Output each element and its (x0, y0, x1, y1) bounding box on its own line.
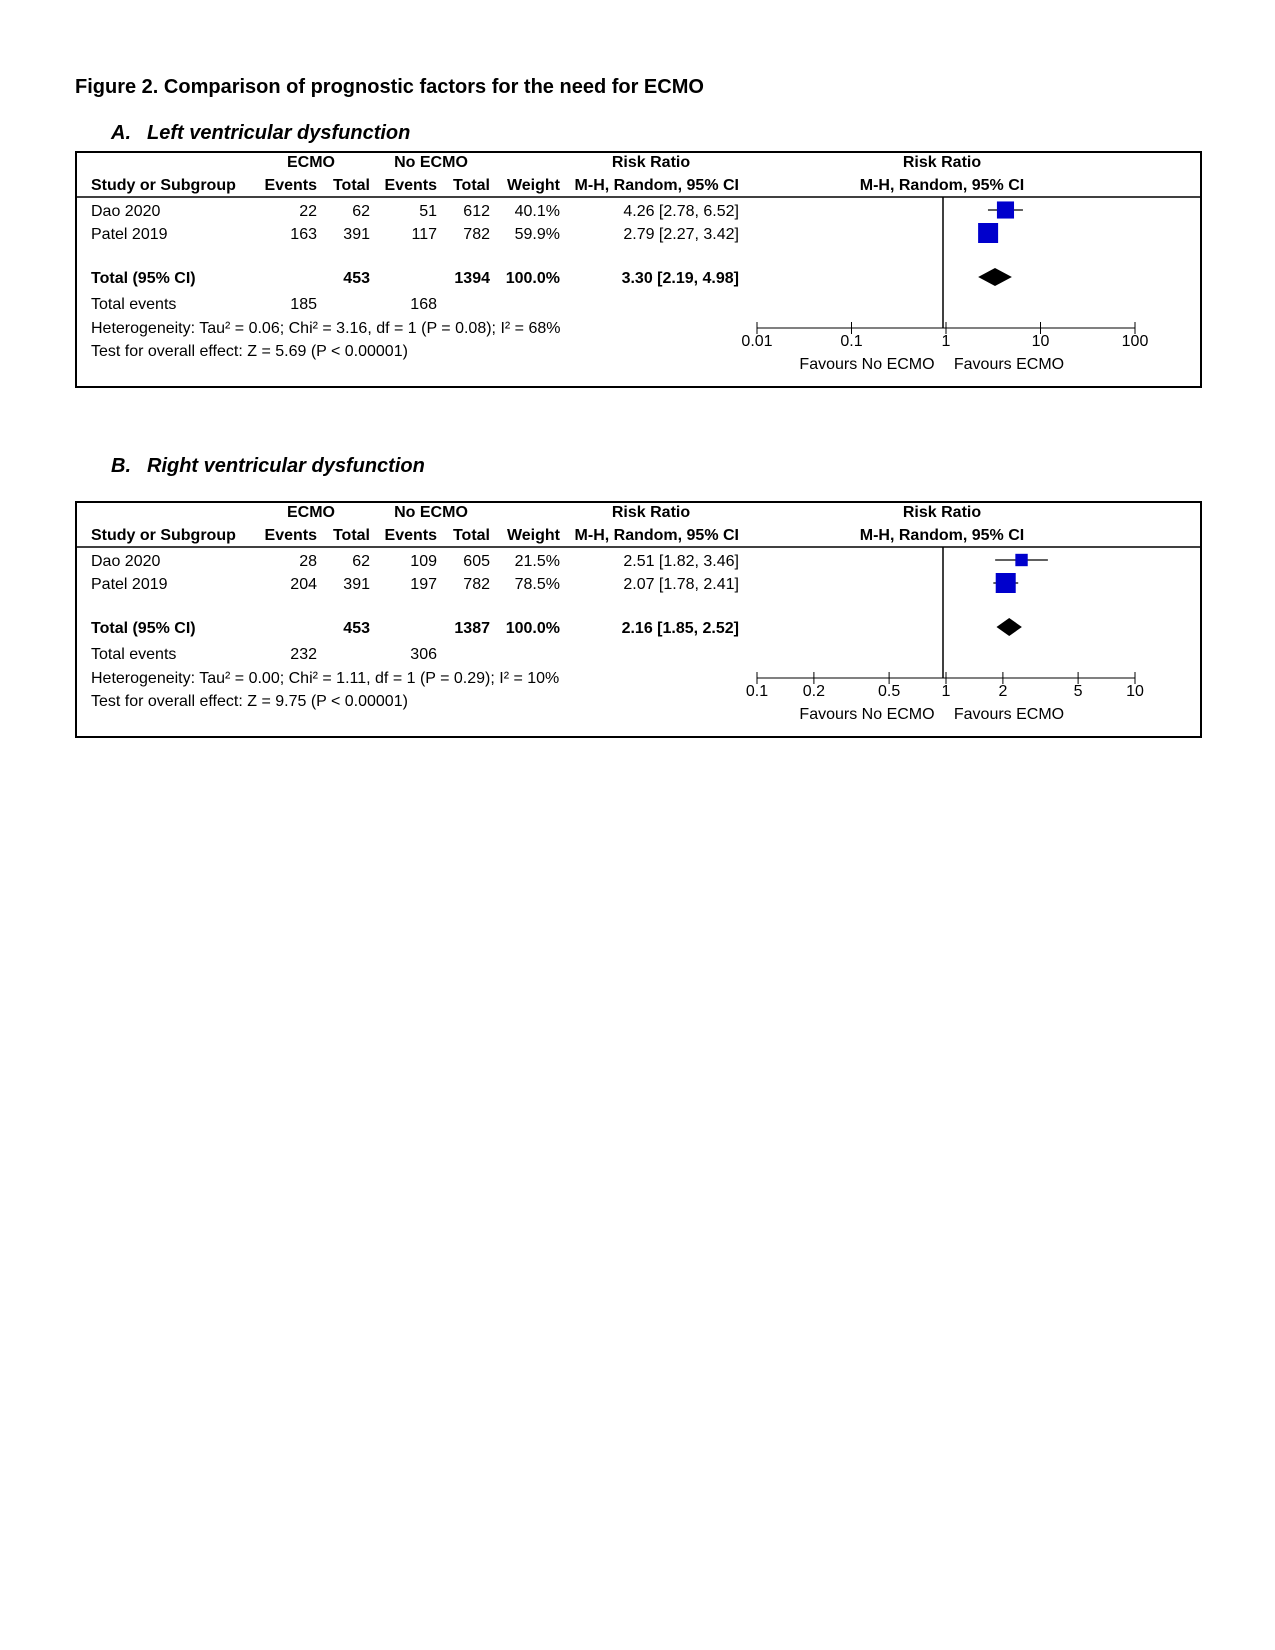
study-name: Patel 2019 (91, 226, 168, 243)
header-no-ecmo-group: No ECMO (394, 154, 468, 171)
panel-letter: B. (111, 455, 131, 477)
study-ecmo-events: 28 (299, 553, 317, 570)
total-label: Total (95% CI) (91, 270, 196, 287)
total-events-no-ecmo: 168 (410, 296, 437, 313)
total-ecmo-total: 453 (343, 270, 370, 287)
overall-effect-text: Test for overall effect: Z = 9.75 (P < 0.00001) (91, 693, 408, 710)
x-tick-label: 10 (1031, 333, 1050, 350)
favours-right-label: Favours ECMO (953, 706, 1065, 723)
total-ecmo-total: 453 (343, 620, 370, 637)
study-weight: 21.5% (514, 553, 560, 570)
header-study: Study or Subgroup (91, 177, 236, 194)
header-study: Study or Subgroup (91, 527, 236, 544)
study-no-ecmo-total: 612 (463, 203, 490, 220)
header-no-ecmo-total: Total (452, 177, 490, 194)
x-tick-label: 0.2 (802, 683, 826, 700)
study-ci: 2.51 [1.82, 3.46] (623, 553, 739, 570)
forest-plot-a (77, 153, 1200, 386)
study-ci: 2.07 [1.78, 2.41] (623, 576, 739, 593)
x-tick-label: 10 (1126, 683, 1144, 700)
panel-a-title (111, 122, 410, 145)
figure-title: Figure 2. Comparison of prognostic factors for the need for ECMO (75, 76, 704, 98)
total-ci: 2.16 [1.85, 2.52] (621, 620, 739, 637)
header-no-ecmo-group: No ECMO (394, 504, 468, 521)
header-rr-title: Risk Ratio (611, 504, 691, 521)
pooled-diamond (996, 618, 1021, 636)
study-ecmo-total: 62 (352, 203, 370, 220)
total-ci: 3.30 [2.19, 4.98] (621, 270, 739, 287)
study-weight: 59.9% (514, 226, 560, 243)
header-ecmo-group: ECMO (287, 154, 335, 171)
x-tick-label: 0.01 (741, 333, 773, 350)
total-events-no-ecmo: 306 (410, 646, 437, 663)
x-tick-label: 2 (998, 683, 1008, 700)
favours-right-label: Favours ECMO (953, 356, 1065, 373)
total-weight: 100.0% (505, 620, 560, 637)
panel-title-text: Right ventricular dysfunction (147, 455, 425, 477)
study-point-marker (1015, 554, 1027, 566)
x-tick-label: 1 (941, 333, 951, 350)
header-weight: Weight (506, 527, 560, 544)
total-no-ecmo-total: 1394 (454, 270, 490, 287)
header-ecmo-total: Total (332, 527, 370, 544)
header-rr-title: Risk Ratio (611, 154, 691, 171)
study-weight: 78.5% (514, 576, 560, 593)
header-rr-method: M-H, Random, 95% CI (574, 527, 739, 544)
total-events-label: Total events (91, 646, 177, 663)
forest-plot-panel-a (75, 151, 1202, 388)
study-no-ecmo-events: 197 (410, 576, 437, 593)
study-no-ecmo-events: 51 (419, 203, 437, 220)
study-no-ecmo-total: 605 (463, 553, 490, 570)
header-weight: Weight (506, 177, 560, 194)
study-ecmo-events: 163 (290, 226, 317, 243)
study-name: Dao 2020 (91, 203, 161, 220)
study-weight: 40.1% (514, 203, 560, 220)
study-point-marker (978, 223, 998, 243)
study-ecmo-total: 391 (343, 226, 370, 243)
study-no-ecmo-events: 109 (410, 553, 437, 570)
header-plot-method: M-H, Random, 95% CI (859, 177, 1025, 194)
header-ecmo-group: ECMO (287, 504, 335, 521)
panel-title-text: Left ventricular dysfunction (147, 122, 411, 144)
total-events-ecmo: 185 (290, 296, 317, 313)
study-ci: 4.26 [2.78, 6.52] (623, 203, 739, 220)
header-plot-title: Risk Ratio (902, 154, 982, 171)
heterogeneity-text: Heterogeneity: Tau² = 0.06; Chi² = 3.16, df = 1 (P = 0.08); I² = 68% (91, 320, 561, 337)
study-no-ecmo-events: 117 (411, 226, 437, 243)
x-tick-label: 0.1 (840, 333, 863, 350)
study-name: Dao 2020 (91, 553, 161, 570)
study-ci: 2.79 [2.27, 3.42] (623, 226, 739, 243)
study-name: Patel 2019 (91, 576, 168, 593)
study-ecmo-events: 22 (299, 203, 317, 220)
header-no-ecmo-total: Total (452, 527, 490, 544)
total-label: Total (95% CI) (91, 620, 196, 637)
study-no-ecmo-total: 782 (463, 226, 490, 243)
panel-b-title (111, 455, 425, 478)
total-events-ecmo: 232 (290, 646, 317, 663)
favours-left-label: Favours No ECMO (799, 356, 935, 373)
heterogeneity-text: Heterogeneity: Tau² = 0.00; Chi² = 1.11, df = 1 (P = 0.29); I² = 10% (91, 670, 560, 687)
header-no-ecmo-events: Events (384, 177, 437, 194)
forest-plot-panel-b (75, 501, 1202, 738)
study-point-marker (997, 201, 1014, 218)
forest-plot-b (77, 503, 1200, 736)
total-events-label: Total events (91, 296, 177, 313)
header-no-ecmo-events: Events (384, 527, 437, 544)
total-weight: 100.0% (505, 270, 560, 287)
header-plot-method: M-H, Random, 95% CI (859, 527, 1025, 544)
study-point-marker (996, 573, 1016, 593)
study-ecmo-events: 204 (290, 576, 317, 593)
pooled-diamond (978, 268, 1012, 286)
header-plot-title: Risk Ratio (902, 504, 982, 521)
study-ecmo-total: 391 (343, 576, 370, 593)
overall-effect-text: Test for overall effect: Z = 5.69 (P < 0.00001) (91, 343, 408, 360)
x-tick-label: 1 (941, 683, 951, 700)
study-no-ecmo-total: 782 (463, 576, 490, 593)
favours-left-label: Favours No ECMO (799, 706, 935, 723)
panel-letter: A. (111, 122, 131, 144)
header-ecmo-events: Events (264, 527, 317, 544)
x-tick-label: 5 (1073, 683, 1083, 700)
x-tick-label: 0.1 (745, 683, 769, 700)
header-rr-method: M-H, Random, 95% CI (574, 177, 739, 194)
x-tick-label: 100 (1121, 333, 1149, 350)
x-tick-label: 0.5 (877, 683, 901, 700)
header-ecmo-events: Events (264, 177, 317, 194)
header-ecmo-total: Total (332, 177, 370, 194)
study-ecmo-total: 62 (352, 553, 370, 570)
total-no-ecmo-total: 1387 (454, 620, 490, 637)
